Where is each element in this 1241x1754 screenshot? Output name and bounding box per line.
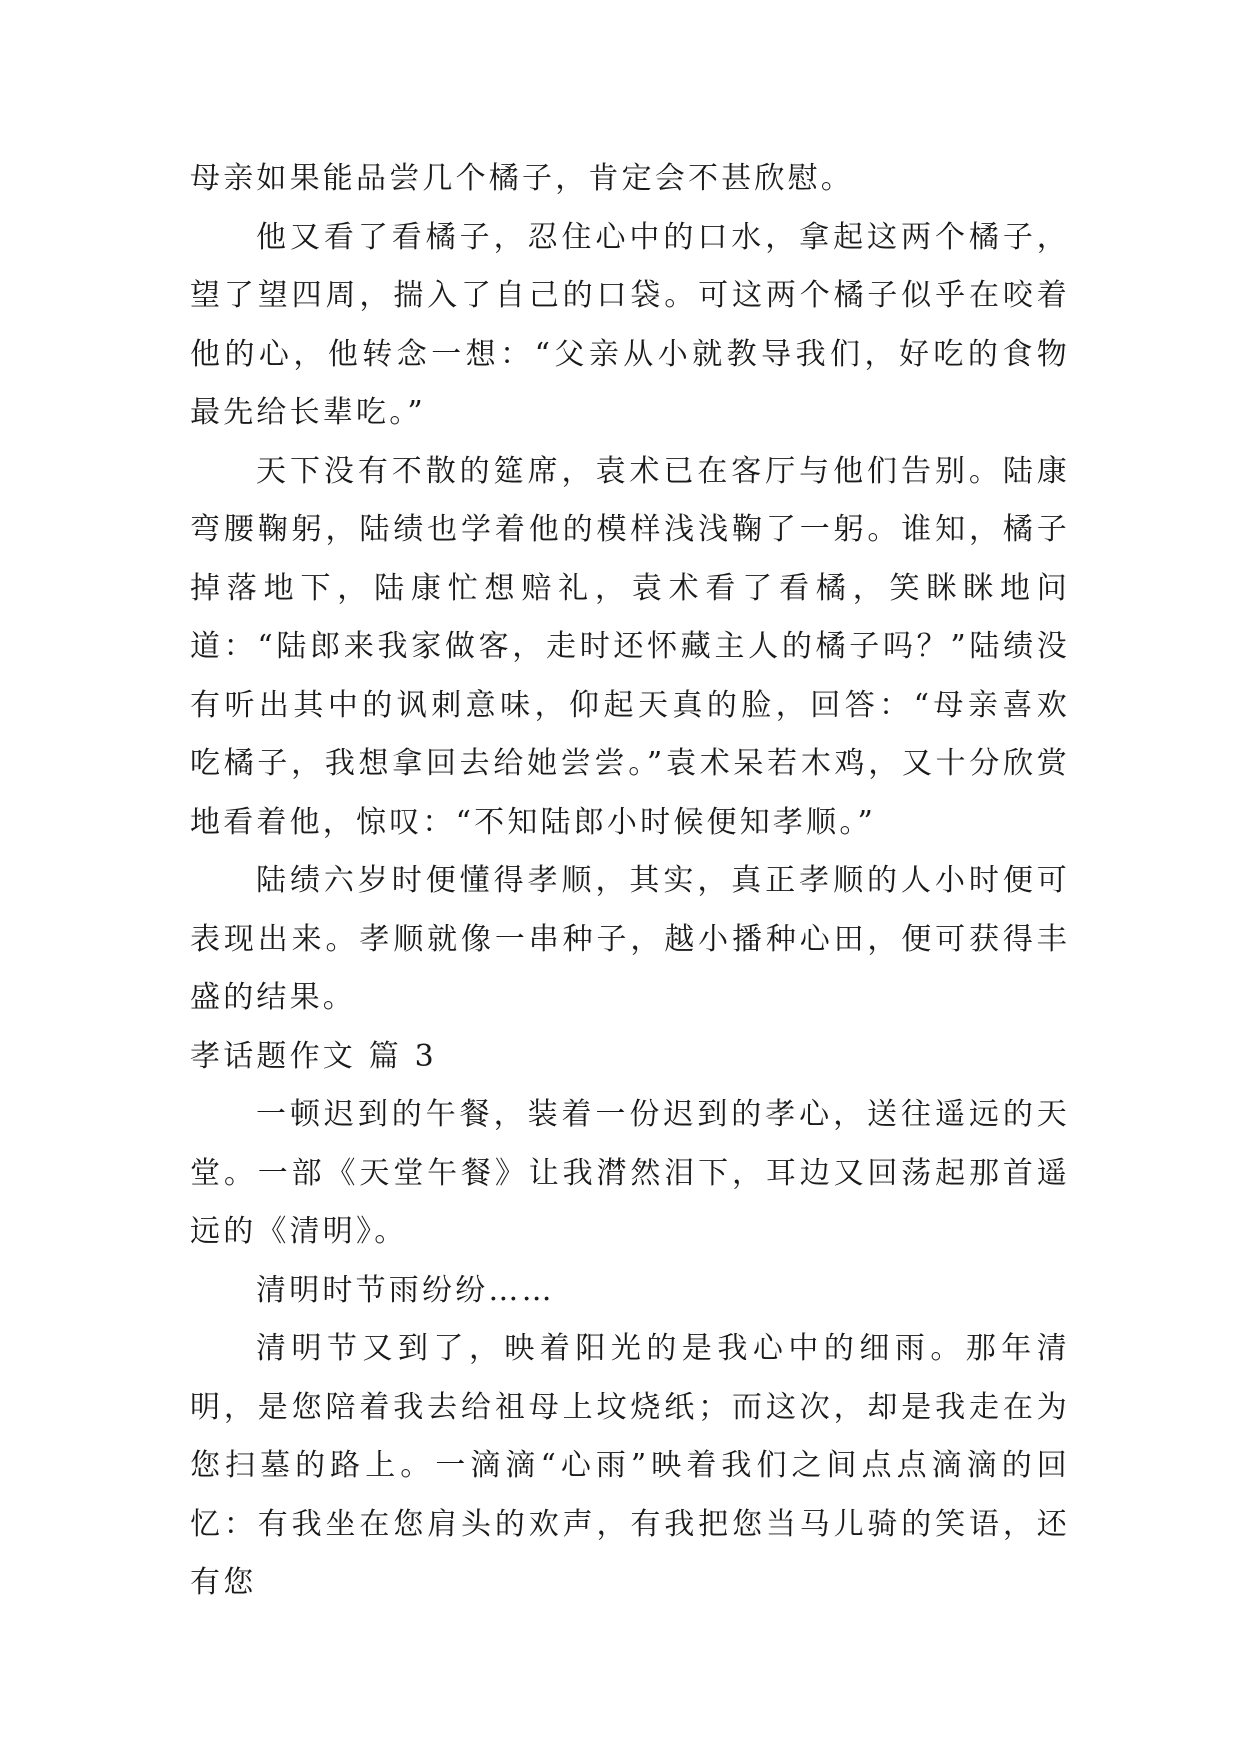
paragraph: 他又看了看橘子，忍住心中的口水，拿起这两个橘子，望了望四周，揣入了自己的口袋。可这两个橘子似乎在咬着他的心，他转念一想：“父亲从小就教导我们，好吃的食物最先给长辈吃。” [190, 219, 1070, 430]
paragraph: 清明时节雨纷纷…… [256, 1272, 555, 1308]
paragraph: 天下没有不散的筵席，袁术已在客厅与他们告别。陆康弯腰鞠躬，陆绩也学着他的模样浅浅鞠了一躬。谁知，橘子掉落地下，陆康忙想赔礼，袁术看了看橘，笑眯眯地问道：“陆郎来我家做客，走时还怀藏主人的橘子吗？”陆绩没有听出其中的讽刺意味，仰起天真的脸，回答：“母亲喜欢吃橘子，我想拿回去给她尝尝。”袁术呆若木鸡，又十分欣赏地看着他，惊叹：“不知陆郎小时候便知孝顺。” [190, 453, 1070, 840]
paragraph: 母亲如果能品尝几个橘子，肯定会不甚欣慰。 [190, 161, 854, 196]
paragraph: 清明节又到了，映着阳光的是我心中的细雨。那年清明，是您陪着我去给祖母上坟烧纸；而这次，却是我走在为您扫墓的路上。一滴滴“心雨”映着我们之间点点滴滴的回忆：有我坐在您肩头的欢声，有我把您当马儿骑的笑语，还有您 [190, 1331, 1070, 1600]
section-heading: 孝话题作文 篇 3 [190, 1038, 437, 1074]
paragraph: 陆绩六岁时便懂得孝顺，其实，真正孝顺的人小时便可表现出来。孝顺就像一串种子，越小播种心田，便可获得丰盛的结果。 [190, 863, 1070, 1015]
document-body [190, 150, 1070, 1613]
paragraph: 一顿迟到的午餐，装着一份迟到的孝心，送往遥远的天堂。一部《天堂午餐》让我潸然泪下，耳边又回荡起那首遥远的《清明》。 [190, 1097, 1070, 1249]
